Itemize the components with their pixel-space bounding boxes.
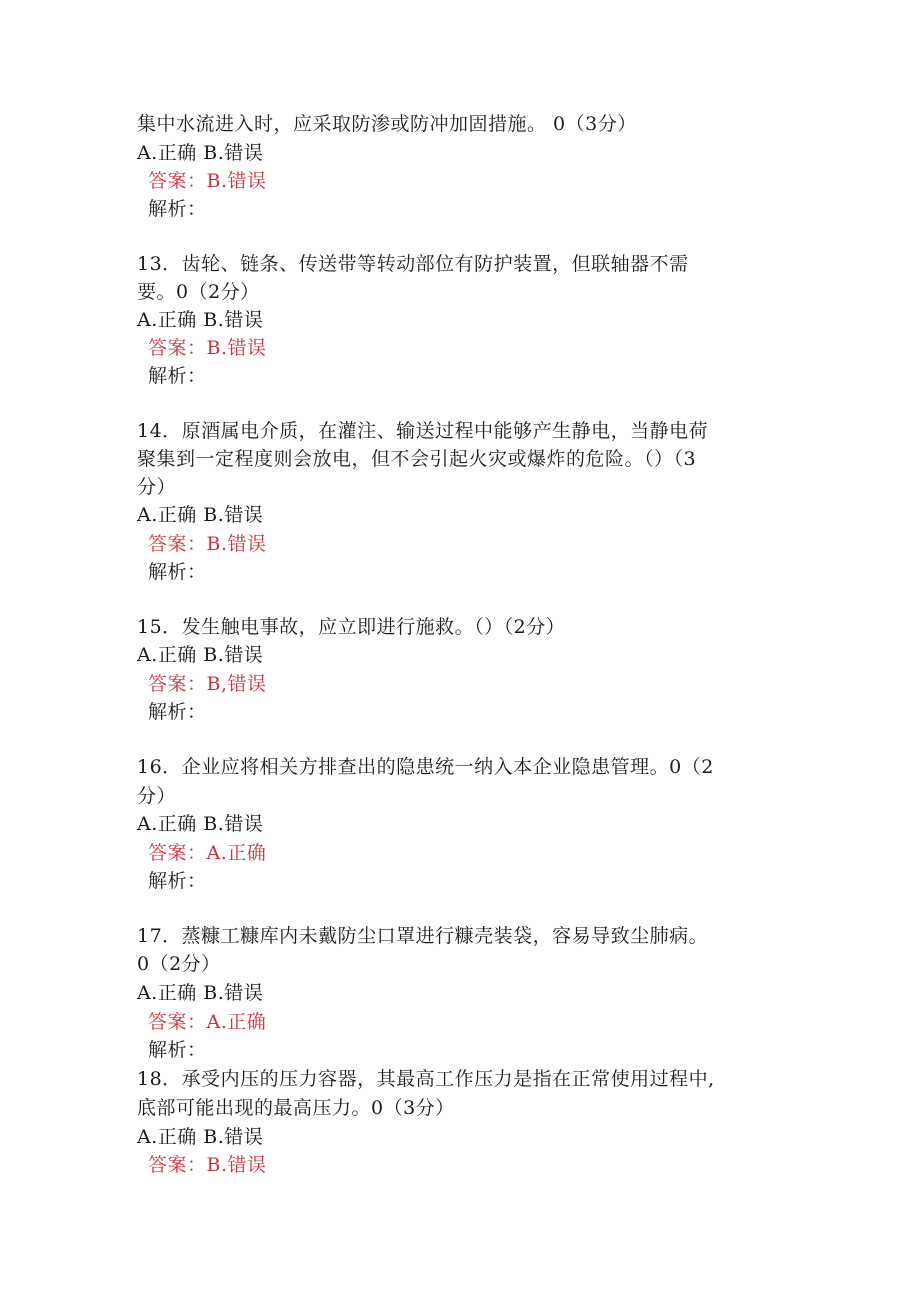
question-18-options: A.正确 B.错误 xyxy=(137,1126,264,1148)
question-18-answer: 答案：B.错误 xyxy=(148,1154,267,1176)
question-16-line-1: 16．企业应将相关方排查出的隐患统一纳入本企业隐患管理。0（2 xyxy=(137,756,714,778)
question-13-analysis: 解析： xyxy=(148,365,207,387)
question-14-line-1: 14．原酒属电介质，在灌注、输送过程中能够产生静电，当静电荷 xyxy=(137,420,709,442)
question-14-line-2: 聚集到一定程度则会放电，但不会引起火灾或爆炸的危险。（）（3 xyxy=(137,448,697,470)
question-18-line-2: 底部可能出现的最高压力。0（3分） xyxy=(137,1097,455,1119)
question-13-line-1: 13．齿轮、链条、传送带等转动部位有防护装置，但联轴器不需 xyxy=(137,253,689,275)
question-13-answer: 答案：B.错误 xyxy=(148,337,267,359)
question-15-options: A.正确 B.错误 xyxy=(137,644,264,666)
question-14-options: A.正确 B.错误 xyxy=(137,504,264,526)
question-14-answer: 答案：B.错误 xyxy=(148,533,267,555)
question-14-analysis: 解析： xyxy=(148,561,207,583)
question-15-line-1: 15．发生触电事故，应立即进行施救。（）（2分） xyxy=(137,616,566,638)
question-17-line-1: 17．蒸糠工糠库内未戴防尘口罩进行糠壳装袋，容易导致尘肺病。 xyxy=(137,925,709,947)
question-17-analysis: 解析： xyxy=(148,1039,207,1061)
analysis-line: 解析： xyxy=(148,198,207,220)
question-line: 集中水流进入时，应采取防渗或防冲加固措施。 0（3分） xyxy=(137,113,637,135)
question-16-answer: 答案：A.正确 xyxy=(148,842,267,864)
question-18-line-1: 18．承受内压的压力容器，其最高工作压力是指在正常使用过程中, xyxy=(137,1068,715,1090)
question-13-options: A.正确 B.错误 xyxy=(137,309,264,331)
question-16-options: A.正确 B.错误 xyxy=(137,813,264,835)
question-14-line-3: 分） xyxy=(137,476,177,498)
question-13-line-2: 要。0（2分） xyxy=(137,281,260,303)
question-15-answer: 答案：B,错误 xyxy=(148,673,267,695)
question-16-line-2: 分） xyxy=(137,785,177,807)
question-17-answer: 答案：A.正确 xyxy=(148,1011,267,1033)
question-15-analysis: 解析： xyxy=(148,701,207,723)
question-17-line-2: 0（2分） xyxy=(137,953,221,975)
answer-line: 答案：B.错误 xyxy=(148,170,267,192)
question-17-options: A.正确 B.错误 xyxy=(137,982,264,1004)
question-16-analysis: 解析： xyxy=(148,870,207,892)
question-options: A.正确 B.错误 xyxy=(137,142,264,164)
